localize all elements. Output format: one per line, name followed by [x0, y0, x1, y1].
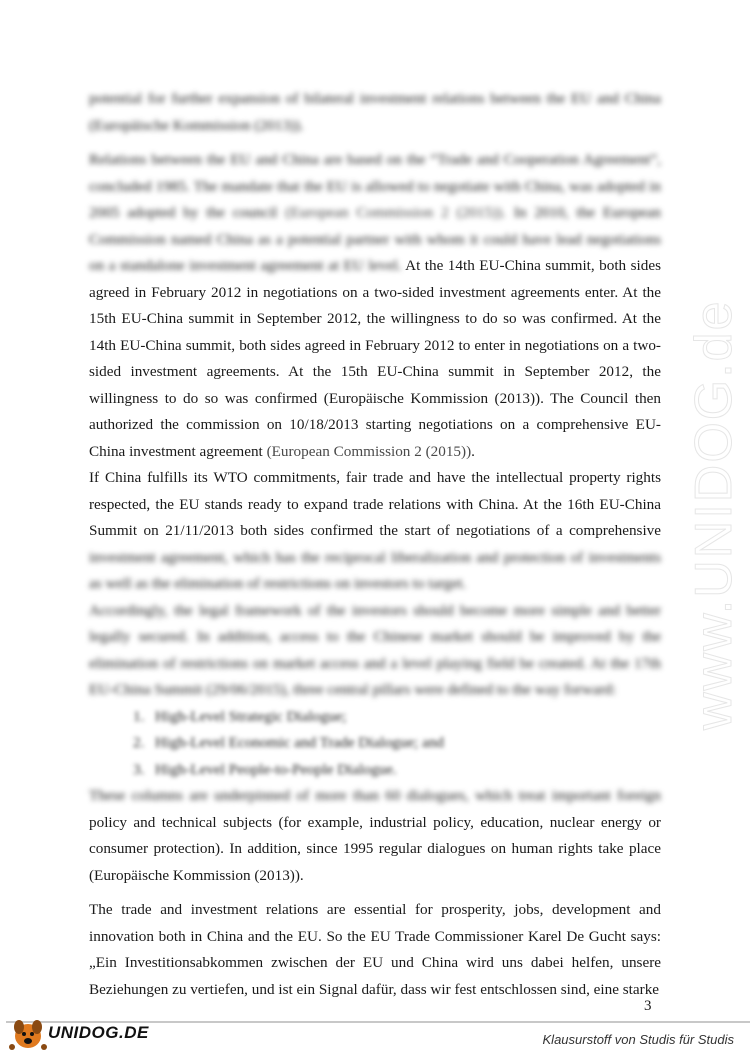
list-text: High-Level Strategic Dialogue; — [155, 707, 347, 725]
list-item — [133, 730, 661, 757]
paragraph-dialogues-text: policy and technical subjects (for example, industrial policy, education, nuclear energy or consumer protection). In addition, since 1995 regular dialogues on human rights take place (Europäische Kommission (2013)). — [89, 813, 661, 884]
paragraph-wto-text: If China fulfills its WTO commitments, fair trade and have the intellectual property rights respected, the EU stands ready to expand trade relations with China. At the 16th EU-China Summit on 21/11/2013 both sides confirmed the start of negotiations of a comprehensive — [89, 469, 661, 539]
list-item — [133, 704, 661, 731]
watermark: www.UNIDOG.de — [685, 299, 743, 730]
paragraph-wto — [89, 465, 661, 598]
citation-european-commission: (European Commission 2 (2015)) — [266, 442, 472, 460]
paragraph-trade: The trade and investment relations are essential for prosperity, jobs, development and innovation both in China and the EU. So the EU Trade Commissioner Karel De Gucht says: „Ein Investitionsabkommen zwischen der EU und China wird uns dabei helfen, unsere Beziehungen zu vertiefen, und ist ein Signal dafür, dass wir fest entschlossen sind, eine starke — [89, 901, 661, 998]
paragraph-dialogues-blurred: These columns are underpinned of more than 60 dialogues, which treat important foreign — [89, 787, 661, 804]
page-number: 3 — [644, 998, 652, 1014]
footer-tagline: Klausurstoff von Studis für Studis — [542, 1032, 734, 1047]
list-item — [133, 757, 661, 784]
list-number: 2. — [133, 734, 145, 751]
paragraph-wto-blurred: investment agreement, which has the reciprocal liberalization and protection of investments as well as the elimination of restrictions on investors to target. — [89, 548, 661, 592]
list-text: High-Level People-to-People Dialogue. — [155, 760, 397, 778]
paragraph-relations-blurred-cont: In 2010, the European Commission named China as a potential partner with whom it could have lead negotiations on a standalone investment agreement at EU level. — [89, 204, 662, 274]
list-number: 1. — [133, 707, 145, 725]
paragraph-relations-blurred: Relations between the EU and China are based on the “Trade and Cooperation Agreement”, concluded 1985. The mandate that the EU is allowed to negotiate with China, was adopted in 2005 adopted by the council — [89, 151, 661, 221]
paragraph-dialogues — [89, 783, 661, 889]
logo-text: UNIDOG.DE — [48, 1023, 149, 1042]
list-text: High-Level Economic and Trade Dialogue; and — [155, 734, 444, 751]
paragraph-relations — [89, 147, 661, 465]
paragraph-framework-blurred: Accordingly, the legal framework of the investors should become more simple and better legally secured. In addition, access to the Chinese market should be improved by the elimination of restrictions on market access and a level playing field be created. At the 17th EU-China Summit (29/06/2015), three central pillars were defined to the way forward: — [89, 601, 661, 698]
paragraph-intro-blurred: potential for further expansion of bilateral investment relations between the EU and China (Europäische Kommission (2013)). — [89, 90, 661, 134]
paragraph-relations-text: At the 14th EU-China summit, both sides agreed in February 2012 in negotiations on a two-sided investment agreements enter. At the 15th EU-China summit in September 2012, the willingness to do so was confirmed. At the 14th EU-China summit, both sides agreed in February 2012 to enter in negotiations on a two-sided investment agreements. At the 15th EU-China summit in September 2012, the willingness to do so was confirmed (Europäische Kommission (2013)). The Council then authorized the commission on 10/18/2013 starting negotiations on a comprehensive EU-China investment agreement — [89, 257, 661, 460]
paragraph-relations-end: . — [471, 442, 475, 460]
citation-blurred: (European Commission 2 (2015)). — [285, 204, 506, 221]
list-number: 3. — [133, 760, 145, 778]
document-body — [89, 86, 661, 1003]
pillars-list — [89, 704, 661, 784]
